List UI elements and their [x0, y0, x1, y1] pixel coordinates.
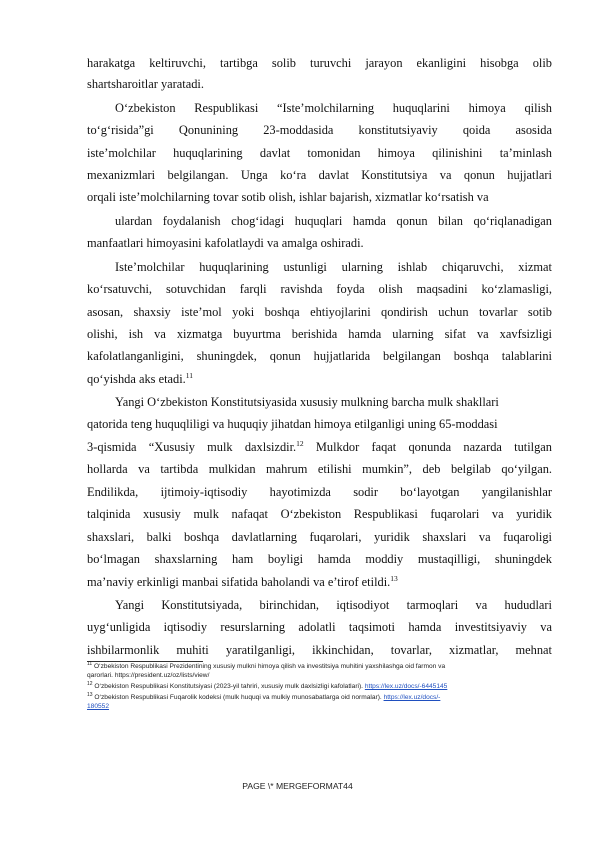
- paragraph-line: uyg‘unligida iqtisodiy resurslarning adolatli taqsimoti hamda investitsiyaviy va: [87, 620, 552, 634]
- footnote-13-continued: [87, 703, 557, 711]
- paragraph-line: talqinida xususiy mulk nafaqat O‘zbekiston Respublikasi fuqarolari va yuridik: [87, 507, 552, 521]
- footnote-11-continued: qarorlari. https://president.uz/oz/lists/view/: [87, 672, 210, 679]
- footnote-link[interactable]: https://lex.uz/docs/-: [383, 694, 441, 701]
- page-number-field: PAGE \* MERGEFORMAT44: [242, 781, 353, 791]
- paragraph-line: [87, 372, 552, 387]
- footnote-text: O‘zbekiston Respublikasi Prezidentining xususiy mulkni himoya qilish va investitsiya muhitini yaxshilashga oid farmon va: [92, 663, 446, 670]
- paragraph-line: shaxslari, balki boshqa davlatlarning fuqarolari, yuridik shaxslari va fuqaroligi: [87, 530, 552, 544]
- paragraph-line: harakatga keltiruvchi, tartibga solib turuvchi jarayon ekanligini hisobga olib: [87, 56, 552, 70]
- paragraph-line: bo‘lmagan shaxslarning ham boyligi hamda moddiy mustaqilligi, shuningdek: [87, 552, 552, 566]
- line-text: Mulkdor faqat qonunda nazarda tutilgan: [303, 440, 552, 454]
- paragraph-line: olishi, ish va xizmatga buyurtma berishida hamda ularning sifat va xavfsizligi: [87, 327, 552, 341]
- line-text: ma’naviy erkinligi manbai sifatida baholandi va e’tirof etildi.: [87, 575, 391, 589]
- footnote-number: 11: [87, 661, 93, 667]
- paragraph-line: ishbilarmonlik muhiti yaratilganligi, ikkinchidan, tovarlar, xizmatlar, mehnat: [87, 643, 552, 657]
- footnote-11: [87, 663, 557, 671]
- footnote-13: [87, 694, 557, 702]
- paragraph-line: Yangi Konstitutsiyada, birinchidan, iqtisodiyot tarmoqlari va hududlari: [115, 598, 552, 612]
- paragraph-line: iste’molchilar huquqlarining davlat tomonidan himoya qilinishini ta’minlash: [87, 146, 552, 160]
- paragraph-line: Iste’molchilar huquqlarining ustunligi ularning ishlab chiqaruvchi, xizmat: [115, 260, 552, 274]
- paragraph-line: to‘g‘risida”gi Qonunining 23-moddasida konstitutsiyaviy qoida asosida: [87, 123, 552, 137]
- paragraph-line: [87, 440, 552, 455]
- paragraph-line: asosan, shaxsiy iste’mol yoki boshqa ehtiyojlarini qondirish uchun tovarlar sotib: [87, 305, 552, 319]
- paragraph-line: [87, 575, 552, 590]
- paragraph-line: kafolatlanganligini, shuningdek, qonun hujjatlarida belgilangan boshqa talablarini: [87, 349, 552, 363]
- footnote-number: 13: [87, 692, 93, 698]
- paragraph-line: ko‘rsatuvchi, sotuvchidan farqli ravishda foyda olish maqsadini ko‘zlamasligi,: [87, 282, 552, 296]
- paragraph-line: hollarda va tartibda mulkidan mahrum etilishi mumkin”, deb belgilab qo‘yilgan.: [87, 462, 552, 476]
- paragraph-line: mexanizmlari belgilangan. Unga ko‘ra davlat Konstitutsiya va qonun hujjatlari: [87, 168, 552, 182]
- paragraph-line: O‘zbekiston Respublikasi “Iste’molchilarning huquqlarini himoya qilish: [115, 101, 552, 115]
- paragraph-line: qatorida teng huquqliligi va huquqiy jihatdan himoya etilganligi uning 65-moddasi: [87, 417, 498, 431]
- paragraph-line: manfaatlari himoyasini kafolatlaydi va amalga oshiradi.: [87, 236, 364, 250]
- footnote-ref[interactable]: 12: [296, 439, 304, 448]
- footnote-link[interactable]: https://lex.uz/docs/-6445145: [364, 683, 448, 690]
- footnote-text: O‘zbekiston Respublikasi Fuqarolik kodeksi (mulk huquqi va mulkiy munosabatlarga oid normalar).: [92, 694, 384, 701]
- footnote-separator: [87, 661, 203, 662]
- footnote-link[interactable]: 180552: [87, 703, 110, 710]
- footnote-ref[interactable]: 13: [390, 574, 398, 583]
- line-text: 3-qismida “Xususiy mulk daxlsizdir.: [87, 440, 297, 454]
- line-text: qo‘yishda aks etadi.: [87, 372, 186, 386]
- footnote-ref[interactable]: 11: [185, 371, 193, 380]
- footnote-12: [87, 683, 557, 691]
- paragraph-line: Endilikda, ijtimoiy-iqtisodiy hayotimizda sodir bo‘layotgan yangilanishlar: [87, 485, 552, 499]
- footnote-number: 12: [87, 681, 93, 687]
- paragraph-line: Yangi O‘zbekiston Konstitutsiyasida xususiy mulkning barcha mulk shakllari: [115, 395, 499, 409]
- footnote-text: O‘zbekiston Respublikasi Konstitutsiyasi (2023-yil tahriri, xususiy mulk daxlsizligi kafolatlari).: [92, 683, 365, 690]
- paragraph-line: orqali iste’molchilarning tovar sotib olish, ishlar bajarish, xizmatlar ko‘rsatish va: [87, 190, 489, 204]
- paragraph-line: ulardan foydalanish chog‘idagi huquqlari hamda qonun bilan qo‘riqlanadigan: [115, 214, 552, 228]
- paragraph-line: shartsharoitlar yaratadi.: [87, 77, 204, 91]
